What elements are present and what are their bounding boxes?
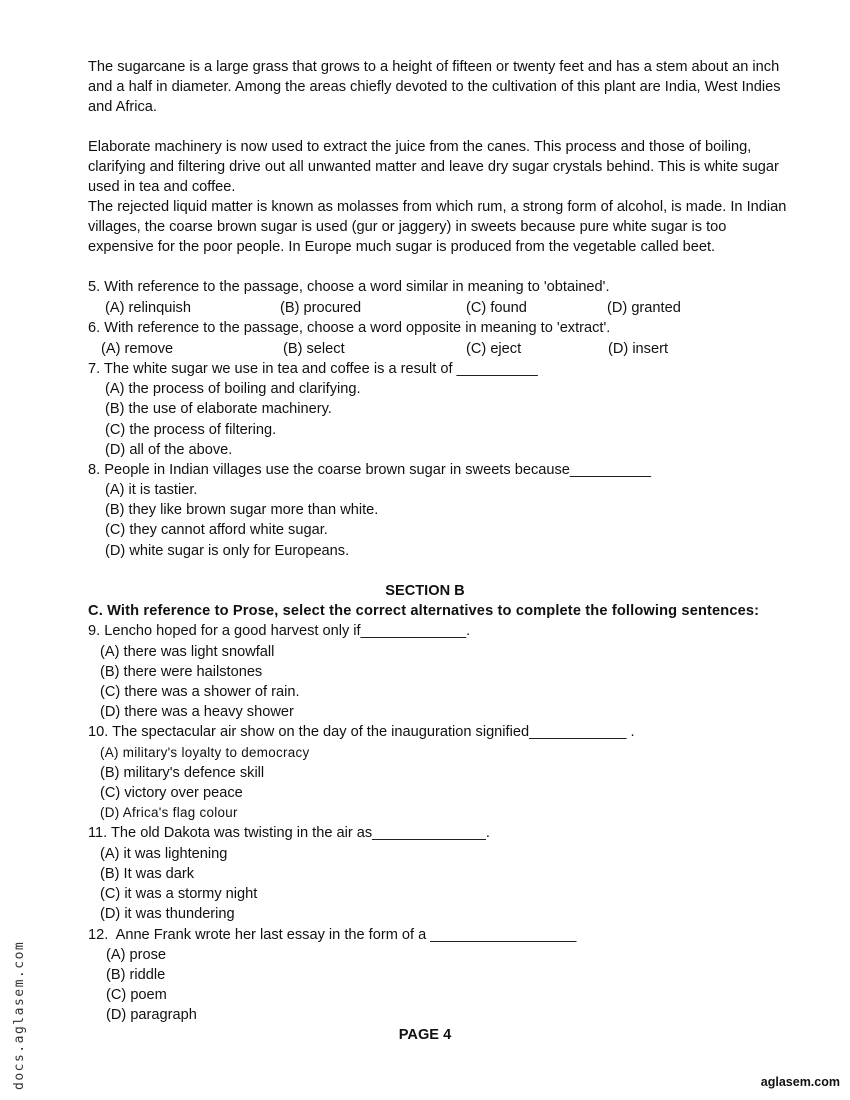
q6-option-c: (C) eject [466, 341, 522, 357]
q7-option-a: (A) the process of boiling and clarifying. [105, 381, 361, 397]
question-10: 10. The spectacular air show on the day of the inauguration signified____________ . [88, 724, 635, 740]
question-6: 6. With reference to the passage, choose a word opposite in meaning to 'extract'. [88, 320, 611, 336]
q11-option-c: (C) it was a stormy night [100, 886, 258, 902]
q9-option-c: (C) there was a shower of rain. [100, 684, 300, 700]
q12-option-c: (C) poem [106, 987, 167, 1003]
question-12: 12. Anne Frank wrote her last essay in the form of a __________________ [88, 927, 577, 943]
q9-option-b: (B) there were hailstones [100, 664, 263, 680]
question-7: 7. The white sugar we use in tea and coffee is a result of __________ [88, 361, 538, 377]
q7-option-c: (C) the process of filtering. [105, 422, 277, 438]
q9-option-d: (D) there was a heavy shower [100, 704, 294, 720]
q9-option-a: (A) there was light snowfall [100, 644, 275, 660]
q5-option-c: (C) found [466, 300, 527, 316]
section-b-title: SECTION B [385, 583, 465, 599]
question-6-options [0, 339, 850, 359]
section-b-instruction: C. With reference to Prose, select the correct alternatives to complete the following sentences: [88, 603, 760, 619]
q8-option-d: (D) white sugar is only for Europeans. [105, 543, 350, 559]
q11-option-d: (D) it was thundering [100, 906, 235, 922]
q6-option-d: (D) insert [608, 341, 668, 357]
side-watermark: docs.aglasem.com [12, 940, 27, 1090]
question-5: 5. With reference to the passage, choose a word similar in meaning to 'obtained'. [88, 279, 610, 295]
q10-option-d: (D) Africa's flag colour [100, 805, 238, 820]
q10-option-c: (C) victory over peace [100, 785, 243, 801]
q6-option-a: (A) remove [101, 341, 174, 357]
q5-option-b: (B) procured [280, 300, 362, 316]
q6-option-b: (B) select [283, 341, 345, 357]
question-9: 9. Lencho hoped for a good harvest only if_____________. [88, 623, 471, 639]
question-8: 8. People in Indian villages use the coarse brown sugar in sweets because__________ [88, 462, 652, 478]
q5-option-a: (A) relinquish [105, 300, 191, 316]
question-5-options [0, 298, 850, 318]
q8-option-c: (C) they cannot afford white sugar. [105, 522, 328, 538]
q12-option-a: (A) prose [106, 947, 167, 963]
q8-option-a: (A) it is tastier. [105, 482, 198, 498]
question-11: 11. The old Dakota was twisting in the air as______________. [88, 825, 490, 841]
page-number: PAGE 4 [398, 1027, 452, 1043]
q12-option-b: (B) riddle [106, 967, 166, 983]
q10-option-b: (B) military's defence skill [100, 765, 265, 781]
passage-paragraph-2: Elaborate machinery is now used to extract the juice from the canes. This process and those of boiling, clarifying and filtering drive out all unwanted matter and leave dry sugar crystals behind. This is white sugar used in tea and coffee. [88, 139, 779, 196]
q11-option-a: (A) it was lightening [100, 846, 228, 862]
brand-footer: aglasem.com [760, 1075, 840, 1089]
q8-option-b: (B) they like brown sugar more than white. [105, 502, 379, 518]
q10-option-a: (A) military's loyalty to democracy [100, 745, 310, 760]
q7-option-b: (B) the use of elaborate machinery. [105, 401, 332, 417]
passage-paragraph-1: The sugarcane is a large grass that grows to a height of fifteen or twenty feet and has a stem about an inch and a half in diameter. Among the areas chiefly devoted to the cultivation of this plant are India, West Indies and Africa. [88, 59, 781, 116]
q12-option-d: (D) paragraph [106, 1007, 197, 1023]
q7-option-d: (D) all of the above. [105, 442, 233, 458]
q11-option-b: (B) It was dark [100, 866, 195, 882]
q5-option-d: (D) granted [607, 300, 681, 316]
passage-paragraph-3: The rejected liquid matter is known as molasses from which rum, a strong form of alcohol, is made. In Indian villages, the coarse brown sugar is used (gur or jaggery) in sweets because pure white sugar is too expensive for the poor people. In Europe much sugar is produced from the vegetable called beet. [88, 199, 787, 256]
